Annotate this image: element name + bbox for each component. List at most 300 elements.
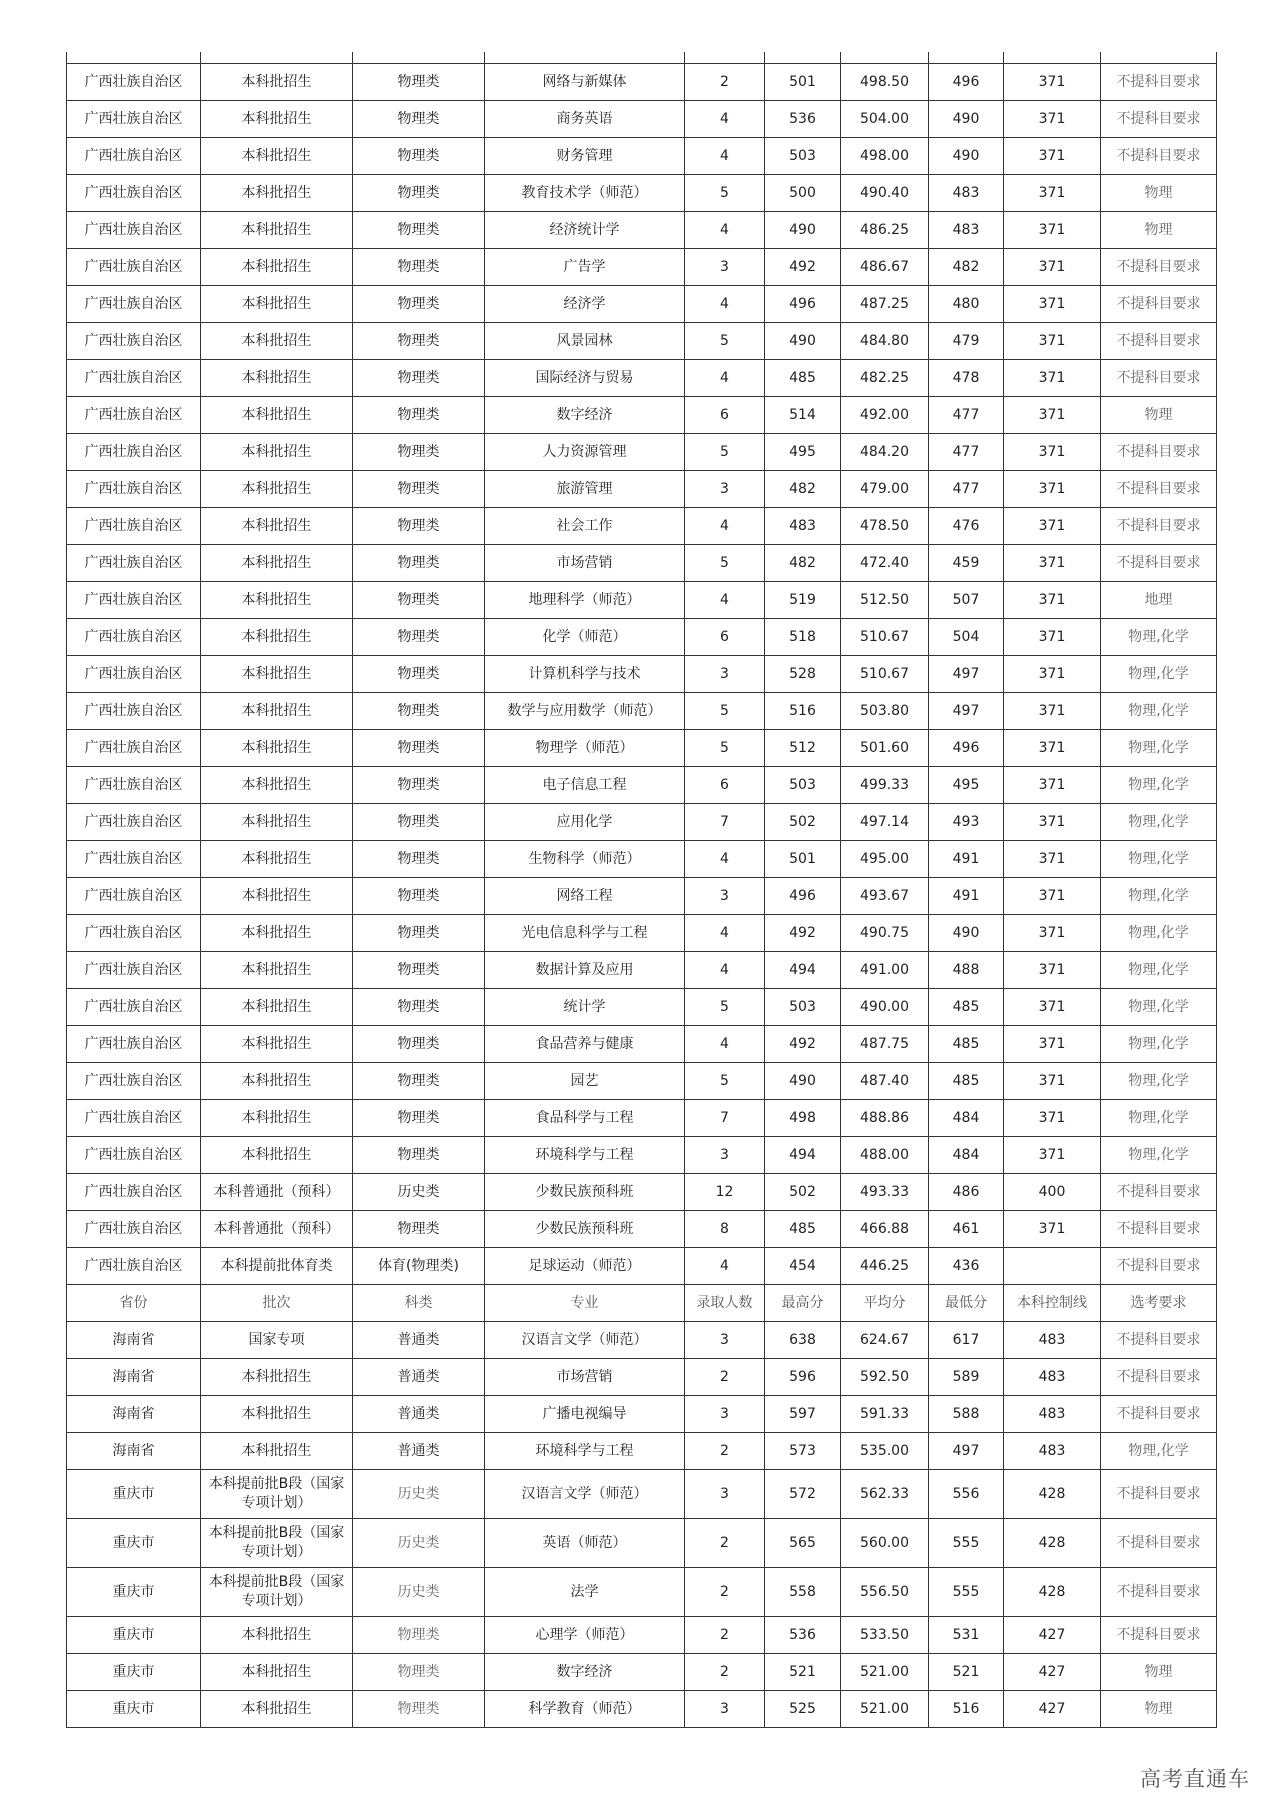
cell-control-line: 371: [1004, 767, 1101, 804]
cell-batch: 国家专项: [201, 1322, 353, 1359]
table-row: [67, 249, 1217, 286]
cell-subject-type: 物理类: [353, 471, 485, 508]
table-row: [67, 1100, 1217, 1137]
cell-control-line: 371: [1004, 582, 1101, 619]
cell-subject-type: 科类: [353, 1285, 485, 1322]
cell-subject-type: 物理类: [353, 1691, 485, 1728]
cell-major: 数据计算及应用: [485, 952, 685, 989]
cell-avg-score: 591.33: [841, 1396, 929, 1433]
cell-avg-score: 平均分: [841, 1285, 929, 1322]
cell-control-line: 371: [1004, 693, 1101, 730]
cell-min-score: 484: [929, 1137, 1004, 1174]
cell-min-score: 477: [929, 397, 1004, 434]
cell-province: 广西壮族自治区: [67, 360, 201, 397]
table-row: [67, 434, 1217, 471]
cell-control-line: 371: [1004, 841, 1101, 878]
cell-subject-type: 物理类: [353, 804, 485, 841]
cell-major: 光电信息科学与工程: [485, 915, 685, 952]
cell-batch: 本科批招生: [201, 1691, 353, 1728]
cell-province: 广西壮族自治区: [67, 212, 201, 249]
cell-batch: 本科批招生: [201, 989, 353, 1026]
cell-major: 生物科学（师范）: [485, 841, 685, 878]
cell-admitted-count: 5: [685, 989, 765, 1026]
cell-batch: 本科批招生: [201, 212, 353, 249]
cell-max-score: 494: [765, 952, 841, 989]
cell-province: 广西壮族自治区: [67, 434, 201, 471]
table-row: [67, 693, 1217, 730]
cell-batch: 本科批招生: [201, 582, 353, 619]
cell-control-line: 371: [1004, 915, 1101, 952]
table-row: [67, 545, 1217, 582]
cell-subject-requirement: 物理: [1101, 397, 1217, 434]
cell-min-score: 483: [929, 175, 1004, 212]
cell-subject-requirement: 物理,化学: [1101, 1063, 1217, 1100]
cell-batch: 本科批招生: [201, 1396, 353, 1433]
cell-subject-requirement: 不提科目要求: [1101, 323, 1217, 360]
cell-avg-score: 624.67: [841, 1322, 929, 1359]
cell-subject-type: 物理类: [353, 878, 485, 915]
cell-admitted-count: 2: [685, 1654, 765, 1691]
table-row: [67, 1654, 1217, 1691]
cell-admitted-count: 3: [685, 471, 765, 508]
cell-province: 广西壮族自治区: [67, 1026, 201, 1063]
watermark-text: 高考直通车: [1140, 1767, 1250, 1791]
cell-control-line: 371: [1004, 64, 1101, 101]
cell-avg-score: 535.00: [841, 1433, 929, 1470]
cell-subject-requirement: 物理,化学: [1101, 767, 1217, 804]
cell-batch: 本科批招生: [201, 693, 353, 730]
cell-batch: 本科批招生: [201, 175, 353, 212]
table-row: [67, 1248, 1217, 1285]
cell-control-line: 371: [1004, 804, 1101, 841]
cell-max-score: 492: [765, 1026, 841, 1063]
cell-control-line: 371: [1004, 175, 1101, 212]
table-row: [67, 1174, 1217, 1211]
cell-province: 广西壮族自治区: [67, 1248, 201, 1285]
cell-subject-type: 物理类: [353, 397, 485, 434]
cell-batch: 本科批招生: [201, 434, 353, 471]
cell-control-line: 371: [1004, 1211, 1101, 1248]
cell-control-line: 371: [1004, 286, 1101, 323]
admission-score-table-page: [66, 52, 1216, 1728]
cell-subject-type: 普通类: [353, 1322, 485, 1359]
cell-batch: 本科批招生: [201, 1137, 353, 1174]
cell-province: 广西壮族自治区: [67, 841, 201, 878]
cell-subject-type: 物理类: [353, 619, 485, 656]
cell-avg-score: 486.67: [841, 249, 929, 286]
cell-avg-score: 592.50: [841, 1359, 929, 1396]
cell-avg-score: 503.80: [841, 693, 929, 730]
cell-min-score: 555: [929, 1519, 1004, 1568]
cell-avg-score: 493.33: [841, 1174, 929, 1211]
cell-max-score: 482: [765, 545, 841, 582]
cell-major: 商务英语: [485, 101, 685, 138]
cell-max-score: 494: [765, 1137, 841, 1174]
cell-control-line: 371: [1004, 989, 1101, 1026]
cell-major: 少数民族预科班: [485, 1211, 685, 1248]
cell-max-score: 485: [765, 1211, 841, 1248]
cell-max-score: 496: [765, 286, 841, 323]
cell-max-score: 503: [765, 767, 841, 804]
cell-control-line: 371: [1004, 545, 1101, 582]
cell-min-score: 495: [929, 767, 1004, 804]
cell-admitted-count: 4: [685, 1248, 765, 1285]
cell-subject-requirement: 物理,化学: [1101, 804, 1217, 841]
cell-admitted-count: 7: [685, 1100, 765, 1137]
cell-province: 广西壮族自治区: [67, 1063, 201, 1100]
cell-admitted-count: 2: [685, 1568, 765, 1617]
cell-max-score: 492: [765, 915, 841, 952]
cell-control-line: 400: [1004, 1174, 1101, 1211]
cell-min-score: 485: [929, 989, 1004, 1026]
cell-control-line: 428: [1004, 1568, 1101, 1617]
cell-province: 广西壮族自治区: [67, 582, 201, 619]
cell-control-line: 371: [1004, 360, 1101, 397]
cell-control-line: 371: [1004, 323, 1101, 360]
cell-batch: 本科批招生: [201, 471, 353, 508]
cell-subject-requirement: 不提科目要求: [1101, 360, 1217, 397]
cell-min-score: 507: [929, 582, 1004, 619]
table-row: [67, 1519, 1217, 1568]
cell-min-score: 496: [929, 730, 1004, 767]
cell-min-score: 最低分: [929, 1285, 1004, 1322]
cell-max-score: 565: [765, 1519, 841, 1568]
table-row: [67, 1359, 1217, 1396]
table-row: [67, 878, 1217, 915]
cell-subject-type: 物理类: [353, 841, 485, 878]
cell-subject-requirement: 不提科目要求: [1101, 286, 1217, 323]
cell-admitted-count: 4: [685, 101, 765, 138]
cell-avg-score: 472.40: [841, 545, 929, 582]
cell-control-line: 371: [1004, 619, 1101, 656]
cell-max-score: 516: [765, 693, 841, 730]
cell-max-score: 536: [765, 1617, 841, 1654]
cell-subject-requirement: 物理,化学: [1101, 656, 1217, 693]
cell-subject-requirement: 物理,化学: [1101, 1433, 1217, 1470]
cell-subject-type: 物理类: [353, 952, 485, 989]
cell-major: 汉语言文学（师范）: [485, 1322, 685, 1359]
cell-admitted-count: 8: [685, 1211, 765, 1248]
cell-major: 财务管理: [485, 138, 685, 175]
cell-control-line: 427: [1004, 1654, 1101, 1691]
cell-batch: 本科批招生: [201, 730, 353, 767]
cell-major: 足球运动（师范）: [485, 1248, 685, 1285]
cell-batch: 本科批招生: [201, 878, 353, 915]
cell-subject-type: 物理类: [353, 508, 485, 545]
cell-major: 地理科学（师范）: [485, 582, 685, 619]
table-row: [67, 286, 1217, 323]
cell-province: 重庆市: [67, 1654, 201, 1691]
cell-subject-type: 普通类: [353, 1433, 485, 1470]
cell-admitted-count: 5: [685, 175, 765, 212]
cell-max-score: 558: [765, 1568, 841, 1617]
cell-batch: 本科批招生: [201, 952, 353, 989]
cell-subject-requirement: 不提科目要求: [1101, 1211, 1217, 1248]
table-row: [67, 1137, 1217, 1174]
cell-control-line: 428: [1004, 1470, 1101, 1519]
cell-admitted-count: 6: [685, 397, 765, 434]
cell-subject-requirement: 物理,化学: [1101, 1026, 1217, 1063]
cell-batch: 本科批招生: [201, 804, 353, 841]
cell-province: 重庆市: [67, 1617, 201, 1654]
cell-major: 数字经济: [485, 1654, 685, 1691]
cell-subject-requirement: 不提科目要求: [1101, 138, 1217, 175]
cell-avg-score: 479.00: [841, 471, 929, 508]
cell-subject-type: 物理类: [353, 582, 485, 619]
cell-province: 广西壮族自治区: [67, 804, 201, 841]
cell-province: 广西壮族自治区: [67, 952, 201, 989]
cell-subject-type: 物理类: [353, 64, 485, 101]
cell-province: 广西壮族自治区: [67, 64, 201, 101]
cell-admitted-count: 5: [685, 1063, 765, 1100]
table-row: [67, 138, 1217, 175]
cell-max-score: 492: [765, 249, 841, 286]
cell-min-score: 479: [929, 323, 1004, 360]
cell-subject-requirement: 不提科目要求: [1101, 1568, 1217, 1617]
cell-admitted-count: 2: [685, 1433, 765, 1470]
cell-major: 国际经济与贸易: [485, 360, 685, 397]
cell-control-line: 371: [1004, 952, 1101, 989]
cell-max-score: 500: [765, 175, 841, 212]
cell-control-line: 371: [1004, 249, 1101, 286]
cell-province: 广西壮族自治区: [67, 915, 201, 952]
cell-avg-score: 504.00: [841, 101, 929, 138]
cell-min-score: 491: [929, 841, 1004, 878]
cell-control-line: 371: [1004, 138, 1101, 175]
cell-subject-requirement: 不提科目要求: [1101, 1519, 1217, 1568]
table-row: [67, 841, 1217, 878]
cell-avg-score: 498.00: [841, 138, 929, 175]
cell-batch: 本科批招生: [201, 1654, 353, 1691]
cell-batch: 本科批招生: [201, 1359, 353, 1396]
cell-batch: 本科提前批B段（国家专项计划）: [201, 1470, 353, 1519]
cell-control-line: [1004, 1248, 1101, 1285]
cell-control-line: 371: [1004, 397, 1101, 434]
cell-subject-type: 物理类: [353, 1617, 485, 1654]
cell-admitted-count: 5: [685, 323, 765, 360]
cell-subject-requirement: 不提科目要求: [1101, 508, 1217, 545]
cell-province: 广西壮族自治区: [67, 138, 201, 175]
cell-admitted-count: 3: [685, 1322, 765, 1359]
cell-control-line: 371: [1004, 434, 1101, 471]
cell-major: 广播电视编导: [485, 1396, 685, 1433]
cell-major: 经济统计学: [485, 212, 685, 249]
cell-batch: 本科批招生: [201, 1063, 353, 1100]
cell-min-score: 497: [929, 656, 1004, 693]
cell-max-score: 501: [765, 64, 841, 101]
cell-control-line: 483: [1004, 1359, 1101, 1396]
table-row: [67, 989, 1217, 1026]
cell-province: 广西壮族自治区: [67, 545, 201, 582]
cell-subject-type: 物理类: [353, 212, 485, 249]
cell-subject-requirement: 不提科目要求: [1101, 1322, 1217, 1359]
cell-major: 广告学: [485, 249, 685, 286]
cell-min-score: 556: [929, 1470, 1004, 1519]
cell-min-score: 491: [929, 878, 1004, 915]
cell-max-score: 454: [765, 1248, 841, 1285]
cell-avg-score: 501.60: [841, 730, 929, 767]
cell-batch: 本科批招生: [201, 1026, 353, 1063]
cell-min-score: 488: [929, 952, 1004, 989]
cell-admitted-count: 4: [685, 508, 765, 545]
table-row: [67, 323, 1217, 360]
table-row: [67, 730, 1217, 767]
cell-avg-score: 510.67: [841, 656, 929, 693]
cell-batch: 本科批招生: [201, 323, 353, 360]
cell-min-score: 490: [929, 915, 1004, 952]
cell-admitted-count: 3: [685, 1396, 765, 1433]
cell-batch: 本科批招生: [201, 508, 353, 545]
cell-max-score: 573: [765, 1433, 841, 1470]
cell-avg-score: 486.25: [841, 212, 929, 249]
cell-avg-score: 484.20: [841, 434, 929, 471]
cell-subject-type: 物理类: [353, 323, 485, 360]
cell-subject-requirement: 物理,化学: [1101, 878, 1217, 915]
cell-subject-type: 历史类: [353, 1470, 485, 1519]
cell-admitted-count: 5: [685, 545, 765, 582]
cell-avg-score: 490.75: [841, 915, 929, 952]
cell-major: 英语（师范）: [485, 1519, 685, 1568]
cell-subject-requirement: 不提科目要求: [1101, 101, 1217, 138]
cell-major: 人力资源管理: [485, 434, 685, 471]
cell-admitted-count: 2: [685, 64, 765, 101]
cell-control-line: 371: [1004, 212, 1101, 249]
cell-subject-type: 物理类: [353, 434, 485, 471]
cell-province: 海南省: [67, 1359, 201, 1396]
table-row: [67, 471, 1217, 508]
cell-admitted-count: 2: [685, 1617, 765, 1654]
cell-max-score: 596: [765, 1359, 841, 1396]
cell-avg-score: 512.50: [841, 582, 929, 619]
table-row: [67, 175, 1217, 212]
cell-min-score: 483: [929, 212, 1004, 249]
cell-province: 海南省: [67, 1396, 201, 1433]
cell-province: 广西壮族自治区: [67, 989, 201, 1026]
cell-province: 广西壮族自治区: [67, 175, 201, 212]
cell-subject-requirement: 不提科目要求: [1101, 1470, 1217, 1519]
cell-province: 重庆市: [67, 1691, 201, 1728]
cell-max-score: 490: [765, 1063, 841, 1100]
cell-subject-type: 物理类: [353, 1211, 485, 1248]
cell-avg-score: 521.00: [841, 1654, 929, 1691]
cell-max-score: 485: [765, 360, 841, 397]
cell-major: 市场营销: [485, 545, 685, 582]
cell-subject-type: 体育(物理类): [353, 1248, 485, 1285]
cell-subject-type: 历史类: [353, 1174, 485, 1211]
cell-subject-type: 物理类: [353, 286, 485, 323]
cell-subject-requirement: 物理: [1101, 175, 1217, 212]
cell-min-score: 490: [929, 101, 1004, 138]
cell-avg-score: 487.75: [841, 1026, 929, 1063]
cell-batch: 批次: [201, 1285, 353, 1322]
cell-subject-requirement: 不提科目要求: [1101, 1617, 1217, 1654]
cell-min-score: 490: [929, 138, 1004, 175]
cell-batch: 本科批招生: [201, 1617, 353, 1654]
cell-major: 数字经济: [485, 397, 685, 434]
table-row: [67, 397, 1217, 434]
cell-batch: 本科批招生: [201, 286, 353, 323]
cell-avg-score: 497.14: [841, 804, 929, 841]
cell-max-score: 521: [765, 1654, 841, 1691]
cell-admitted-count: 2: [685, 1519, 765, 1568]
cell-major: 环境科学与工程: [485, 1433, 685, 1470]
cell-admitted-count: 录取人数: [685, 1285, 765, 1322]
cell-avg-score: 446.25: [841, 1248, 929, 1285]
cell-subject-type: 物理类: [353, 249, 485, 286]
table-row: [67, 360, 1217, 397]
cell-province: 广西壮族自治区: [67, 1211, 201, 1248]
table-header-row: [67, 1285, 1217, 1322]
table-row: [67, 1026, 1217, 1063]
cell-max-score: 503: [765, 138, 841, 175]
cell-batch: 本科批招生: [201, 1100, 353, 1137]
cell-batch: 本科批招生: [201, 841, 353, 878]
cell-max-score: 最高分: [765, 1285, 841, 1322]
cell-avg-score: 490.40: [841, 175, 929, 212]
cell-avg-score: 510.67: [841, 619, 929, 656]
cell-major: 数学与应用数学（师范）: [485, 693, 685, 730]
cell-avg-score: 492.00: [841, 397, 929, 434]
cell-subject-type: 物理类: [353, 545, 485, 582]
cell-major: 社会工作: [485, 508, 685, 545]
table-row: [67, 101, 1217, 138]
cell-admitted-count: 4: [685, 582, 765, 619]
cell-max-score: 519: [765, 582, 841, 619]
cell-subject-requirement: 不提科目要求: [1101, 249, 1217, 286]
cell-control-line: 371: [1004, 730, 1101, 767]
cell-major: 计算机科学与技术: [485, 656, 685, 693]
cell-min-score: 476: [929, 508, 1004, 545]
cell-max-score: 514: [765, 397, 841, 434]
cell-max-score: 496: [765, 878, 841, 915]
cell-min-score: 459: [929, 545, 1004, 582]
cell-control-line: 371: [1004, 471, 1101, 508]
cell-province: 广西壮族自治区: [67, 397, 201, 434]
cell-subject-type: 物理类: [353, 693, 485, 730]
cell-min-score: 493: [929, 804, 1004, 841]
cell-major: 环境科学与工程: [485, 1137, 685, 1174]
table-row: [67, 1211, 1217, 1248]
cell-admitted-count: 4: [685, 212, 765, 249]
cell-admitted-count: 4: [685, 915, 765, 952]
cell-batch: 本科提前批B段（国家专项计划）: [201, 1568, 353, 1617]
cell-major: 少数民族预科班: [485, 1174, 685, 1211]
cell-province: 广西壮族自治区: [67, 693, 201, 730]
table-row: [67, 64, 1217, 101]
cell-subject-requirement: 不提科目要求: [1101, 1396, 1217, 1433]
cell-admitted-count: 5: [685, 730, 765, 767]
cell-subject-type: 物理类: [353, 175, 485, 212]
cell-max-score: 503: [765, 989, 841, 1026]
cell-min-score: 486: [929, 1174, 1004, 1211]
cell-subject-requirement: 物理,化学: [1101, 989, 1217, 1026]
cell-major: 化学（师范）: [485, 619, 685, 656]
cell-subject-requirement: 物理,化学: [1101, 1100, 1217, 1137]
cell-province: 省份: [67, 1285, 201, 1322]
table-row: [67, 1322, 1217, 1359]
cell-avg-score: 521.00: [841, 1691, 929, 1728]
cell-major: 网络与新媒体: [485, 64, 685, 101]
cell-subject-requirement: 选考要求: [1101, 1285, 1217, 1322]
cell-min-score: 555: [929, 1568, 1004, 1617]
cell-control-line: 371: [1004, 1063, 1101, 1100]
cell-subject-type: 物理类: [353, 138, 485, 175]
cell-admitted-count: 6: [685, 767, 765, 804]
cell-control-line: 371: [1004, 1137, 1101, 1174]
cell-subject-requirement: 物理,化学: [1101, 915, 1217, 952]
cell-major: 旅游管理: [485, 471, 685, 508]
table-row: [67, 1617, 1217, 1654]
